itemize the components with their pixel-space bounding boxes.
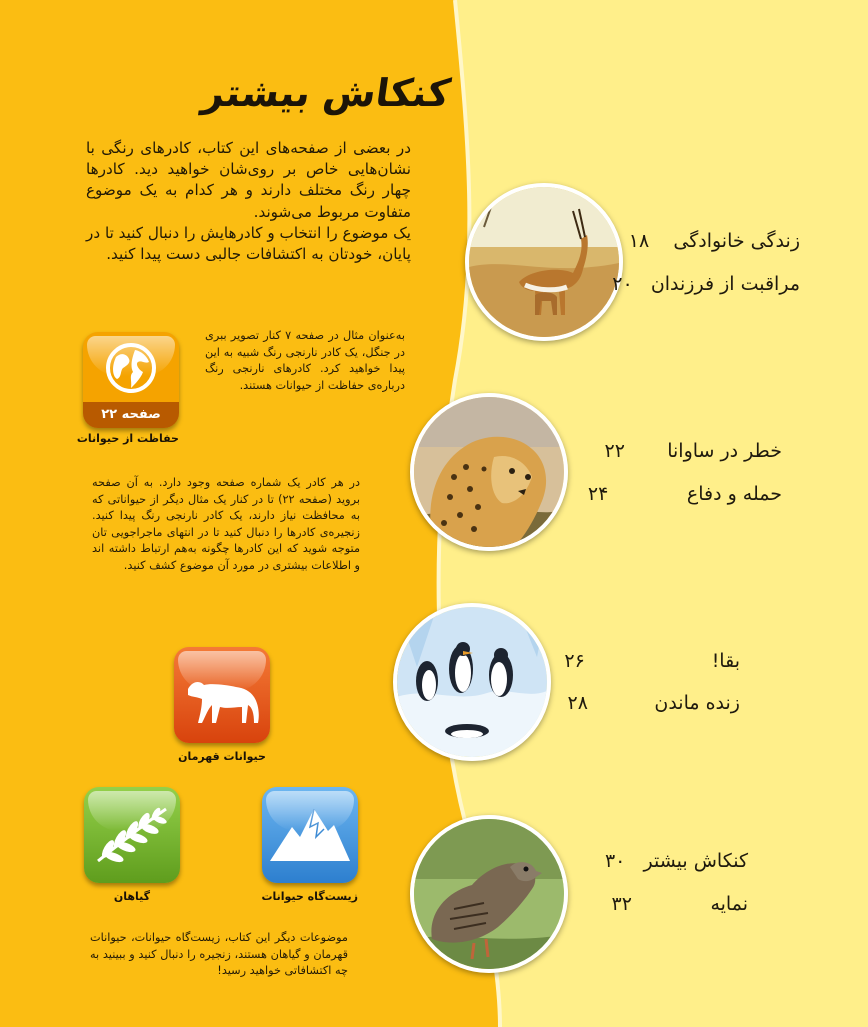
habitats-caption: زیست‌گاه حیوانات [261,890,358,903]
toc-entry-label: زندگی خانوادگی [673,230,800,252]
toc-entry-label: کنکاش بیشتر [643,850,748,872]
toc-entry-label: خطر در ساوانا [667,440,782,462]
toc-entry-page: ۱۸ [628,230,650,252]
toc-entry[interactable] [582,438,782,464]
hero-animals-topic-tile [174,647,270,743]
cheetah-photo [410,393,568,551]
toc-entry-label: نمایه [710,893,748,915]
toc-entry-label: مراقبت از فرزندان [650,273,800,295]
toc-entry[interactable] [612,271,800,297]
partridge-photo [410,815,568,973]
toc-entry-page: ۲۴ [587,483,609,505]
toc-entry-page: ۲۶ [564,650,585,672]
toc-entry-label: حمله و دفاع [686,483,782,505]
closing-paragraph: موضوعات دیگر این کتاب، زیست‌گاه حیوانات، حیوانات قهرمان و گیاهان هستند، زنجیره را دنبال کنید و ببینید به چه اکتشافاتی خواهید رسید! [90,931,348,978]
example-paragraph: به‌عنوان مثال در صفحه ۷ کنار تصویر ببری در جنگل، یک کادر نارنجی رنگ شبیه به این پیدا خواهید کرد. کادرهای نارنجی رنگ درباره‌ی حفاظت از حیوانات هستند. [205,329,405,392]
toc-entry-label: بقا! [711,650,740,672]
toc-entry[interactable] [600,848,748,874]
toc-entry[interactable] [620,228,800,254]
page-number-paragraph: در هر کادر یک شماره صفحه وجود دارد. به آن صفحه بروید (صفحه ۲۲) تا در کنار یک مثال دیگر از حیواناتی که به محافظت نیاز دارند، یک کادر نارنجی رنگ پیدا کنید. زنجیره‌ی کادرها را دنبال کنید تا در انتهای ماجراجویی تان متوجه شوید که این کادرها چگونه به‌هم ارتباط داشته اند و اطلاعات بیشتری در مورد آن موضوع کشف کنید. [92,476,360,572]
toc-entry[interactable] [582,481,782,507]
conservation-caption: حفاظت از حیوانات [76,432,179,445]
intro-text [86,138,411,265]
toc-entry-page: ۳۰ [604,850,626,872]
toc-entry[interactable] [567,690,740,716]
toc-entry[interactable] [564,648,740,674]
habitats-topic-tile [262,787,358,883]
toc-entry-label: زنده ماندن [654,692,740,714]
plants-caption: گیاهان [113,890,151,903]
gazelle-photo [465,183,623,341]
plants-topic-tile [84,787,180,883]
page-badge: صفحه ۲۲ [83,402,179,428]
intro-paragraph-2: یک موضوع را انتخاب و کادرهایش را دنبال کنید تا در پایان، خودتان به اکتشافات جالبی دست پیدا کنید. [86,223,411,264]
toc-entry-page: ۳۲ [611,893,632,915]
hero-animals-caption: حیوانات قهرمان [178,750,266,763]
intro-paragraph-1: در بعضی از صفحه‌های این کتاب، کادرهای رنگی با نشان‌هایی خاص بر روی‌شان خواهید دید. کادرها چهار رنگ مختلف دارند و هر کدام به یک موضوع متفاوت مربوط می‌شوند. [86,139,411,221]
penguins-photo [393,603,551,761]
toc-entry-page: ۲۰ [612,273,633,295]
page-title: کنکاش بیشتر [199,71,454,115]
toc-entry-page: ۲۸ [567,692,588,714]
toc-entry[interactable] [600,891,748,917]
toc-entry-page: ۲۲ [604,440,625,462]
conservation-topic-tile [83,332,179,428]
